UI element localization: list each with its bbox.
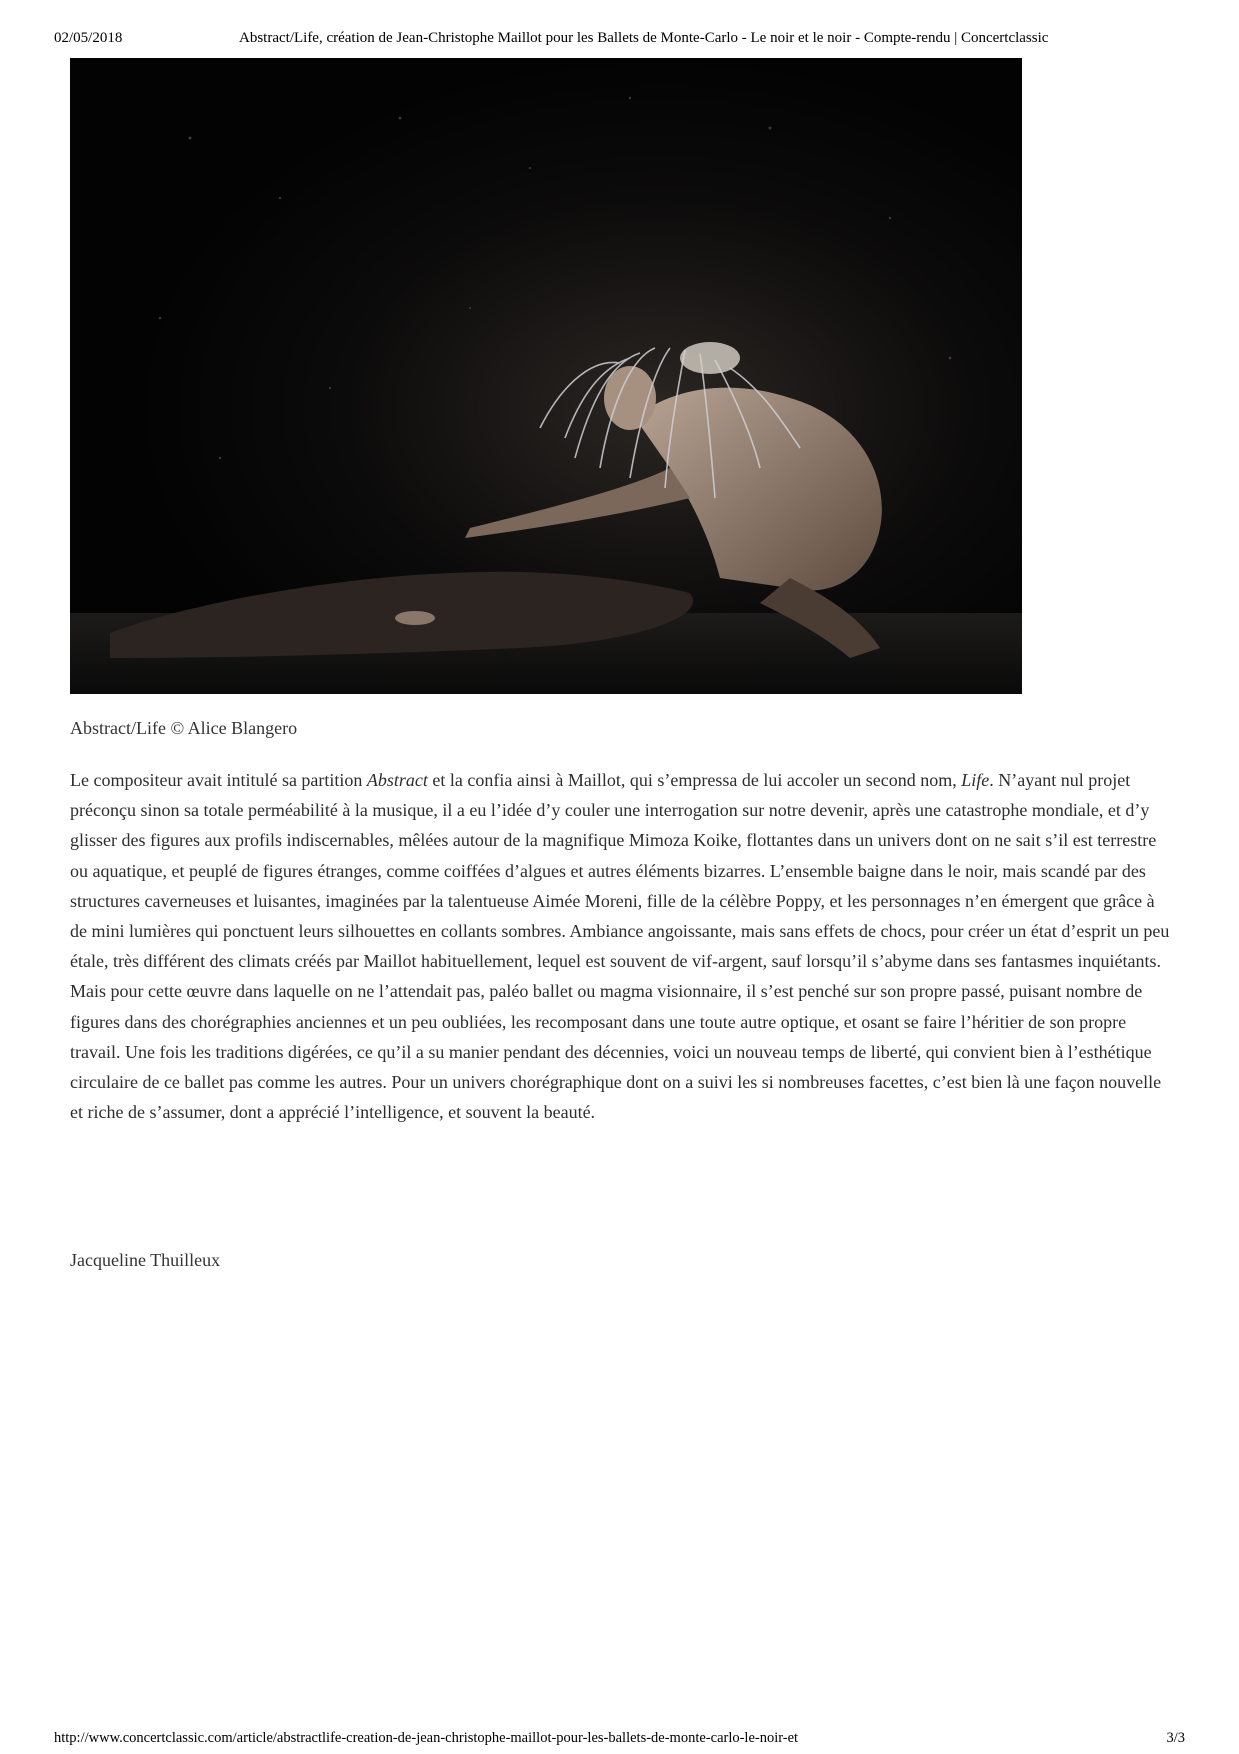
article-paragraph (70, 765, 1170, 976)
work-title-abstract: Abstract (366, 770, 428, 790)
article-text: et la confia ainsi à Maillot, qui s’empressa de lui accoler un second nom, (427, 770, 962, 790)
photo-caption: Abstract/Life © Alice Blangero (70, 718, 298, 738)
article-text: . N’ayant nul projet préconçu sinon sa totale perméabilité à la musique, il a eu l’idée d’y couler une interrogation sur notre devenir, après une catastrophe mondiale, et d’y glisser des figures aux profils indiscernables, mêlées autour de la magnifique Mimoza Koike, flottantes dans un univers dont on ne sait s’il est terrestre ou aquatique, et peuplé de figures étranges, comme coiffées d’algues et autres éléments bizarres. L’ensemble baigne dans le noir, mais scandé par des structures caverneuses et luisantes, imaginées par la talentueuse Aimée Moreni, fille de la célèbre Poppy, et les personnages n’en émergent que grâce à de mini lumières qui ponctuent leurs silhouettes en collants sombres. Ambiance angoissante, mais sans effets de chocs, pour créer un état d’esprit un peu étale, très différent des climats créés par Maillot habituellement, lequel est souvent de vif-argent, sauf lorsqu’il s’abyme dans ses fantasmes inquiétants. (70, 770, 1170, 972)
work-title-life: Life (961, 770, 990, 790)
dance-photo (70, 58, 1022, 694)
print-header (54, 30, 1185, 50)
article-paragraph: Mais pour cette œuvre dans laquelle on ne l’attendait pas, paléo ballet ou magma visionnaire, il s’est penché sur son propre passé, puisant nombre de figures dans des chorégraphies anciennes et un peu oubliées, les recomposant dans une toute autre optique, et osant se faire l’héritier de son propre travail. Une fois les traditions digérées, ce qu’il a su manier pendant des décennies, voici un nouveau temps de liberté, qui convient bien à l’esthétique circulaire de ce ballet pas comme les autres. Pour un univers chorégraphique dont on a suivi les si nombreuses facettes, c’est bien là une façon nouvelle et riche de s’assumer, dont a apprécié l’intelligence, et souvent la beauté. (70, 981, 1162, 1123)
print-page-title: Abstract/Life, création de Jean-Christophe Maillot pour les Ballets de Monte-Carlo - Le noir et le noir - Compte-rendu | Concertclassic (239, 30, 1049, 46)
print-page-number: 3/3 (1166, 1730, 1185, 1746)
dance-photo-icon (70, 58, 1022, 694)
article-body (70, 765, 1170, 1127)
article-author: Jacqueline Thuilleux (70, 1250, 221, 1270)
article-text: Le compositeur avait intitulé sa partition (70, 770, 367, 790)
print-url: http://www.concertclassic.com/article/abstractlife-creation-de-jean-christophe-maillot-pour-les-ballets-de-monte-carlo-le-noir-et (54, 1730, 799, 1746)
print-date: 02/05/2018 (54, 30, 123, 46)
